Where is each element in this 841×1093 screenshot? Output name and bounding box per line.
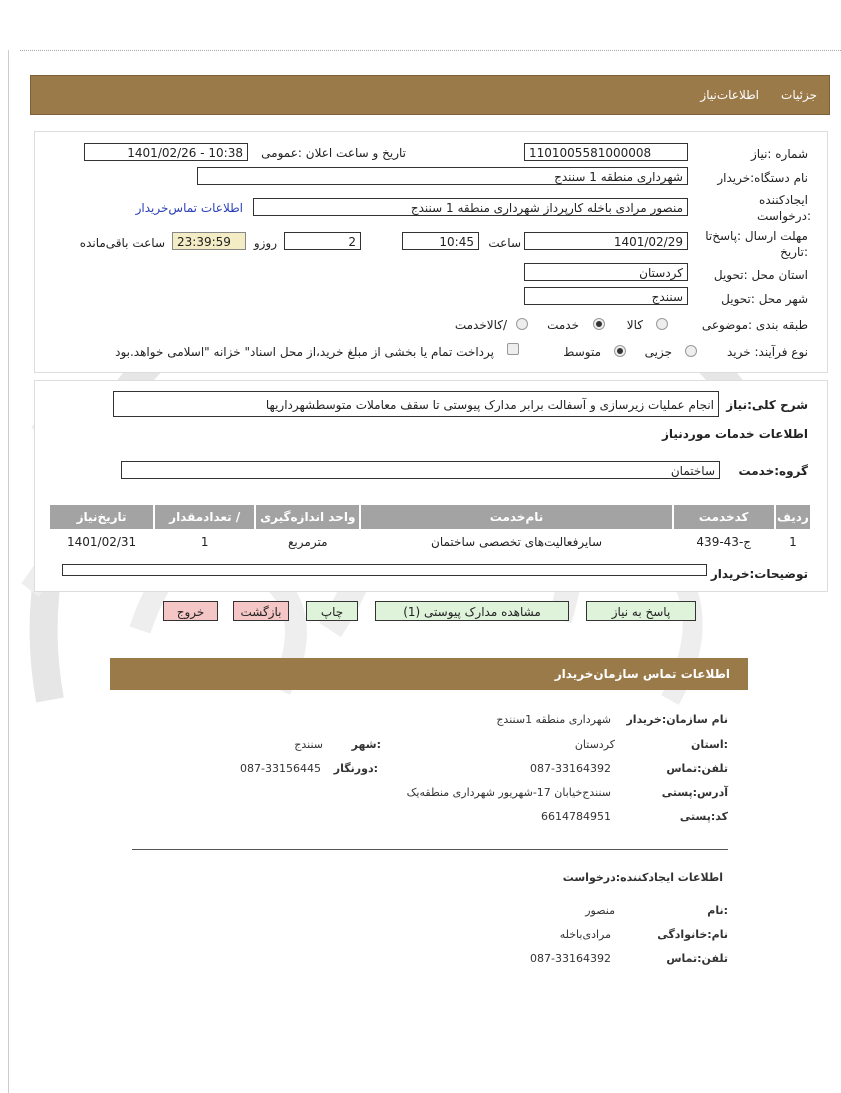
cell-qty: 1 <box>200 535 209 549</box>
cell-row: 1 <box>789 535 797 549</box>
deadline-time-field: 10:45 <box>402 232 479 250</box>
radio-goods-service[interactable] <box>516 318 528 330</box>
services-table <box>48 503 812 555</box>
summary-label: شرح کلی:نیاز <box>726 398 808 412</box>
tab-need-info[interactable]: اطلاعات‌نیاز <box>700 88 759 102</box>
org-contact-title: اطلاعات تماس سازمان‌خریدار <box>554 667 730 681</box>
col-unit: واحد اندازه‌گیری <box>256 505 359 529</box>
col-date: تاریخ‌نیاز <box>50 505 153 529</box>
announce-label: تاریخ و ساعت اعلان :عمومی <box>261 146 406 160</box>
back-button[interactable]: بازگشت <box>233 601 289 621</box>
cell-name: سایرفعالیت‌های تخصصی ساختمان <box>431 535 602 549</box>
view-docs-button[interactable]: مشاهده مدارک پیوستی (1) <box>375 601 569 621</box>
creator-phone-value: 087-33164392 <box>530 952 611 965</box>
group-field: ساختمان <box>121 461 720 479</box>
creator-phone-label: تلفن:تماس <box>666 952 728 965</box>
org-postal-label: کد:پستی <box>679 810 728 823</box>
org-city-value: سنندج <box>294 738 323 751</box>
creator-label-2: :درخواست <box>757 209 811 223</box>
org-name-label: نام سازمان:خریدار <box>626 713 728 726</box>
days-field: 2 <box>284 232 361 250</box>
notes-field <box>62 564 707 576</box>
cat-goods-label: کالا <box>626 318 643 332</box>
cat-goods-service-label: /کالاخدمت <box>454 318 507 332</box>
remaining-time-field: 23:39:59 <box>172 232 246 250</box>
org-postal-value: 6614784951 <box>541 810 611 823</box>
col-code: کدخدمت <box>674 505 774 529</box>
org-city-label: :شهر <box>351 738 381 751</box>
radio-medium[interactable] <box>614 345 626 357</box>
province-label: استان محل :تحویل <box>713 268 808 282</box>
org-phone-label: تلفن:تماس <box>666 762 728 775</box>
print-button[interactable]: چاپ <box>306 601 358 621</box>
notes-label: توضیحات:خریدار <box>710 567 808 581</box>
creator-name-value: منصور <box>585 904 615 917</box>
org-province-label: :استان <box>691 738 728 751</box>
services-title: اطلاعات خدمات موردنیاز <box>661 427 808 441</box>
radio-small[interactable] <box>685 345 697 357</box>
table-header-row <box>50 505 810 529</box>
org-address-value: سنندج‌خیابان 17-شهریور شهرداری منطقه‌یک <box>406 786 611 799</box>
buyer-contact-link[interactable]: اطلاعات تماس‌خریدار <box>135 201 243 215</box>
org-phone-value: 087-33164392 <box>530 762 611 775</box>
col-qty: / تعدادمقدار <box>155 505 254 529</box>
province-field: کردستان <box>524 263 688 281</box>
cell-date: 1401/02/31 <box>66 535 137 549</box>
left-divider <box>8 50 9 1093</box>
treasury-checkbox[interactable] <box>507 343 519 355</box>
org-contact-bar <box>110 658 748 690</box>
need-number-field: 1101005581000008 <box>524 143 688 161</box>
deadline-label-2: :تاریخ <box>780 245 808 259</box>
proc-medium-label: متوسط <box>563 345 601 359</box>
org-name-value: شهرداری منطقه 1سنندج <box>496 713 611 726</box>
col-row: ردیف <box>776 505 810 529</box>
org-fax-value: 087-33156445 <box>240 762 321 775</box>
deadline-time-label: ساعت <box>488 236 521 250</box>
cell-unit: مترمربع <box>288 535 328 549</box>
cat-service-label: خدمت <box>547 318 579 332</box>
process-label: نوع فرآیند: خرید <box>727 345 808 359</box>
proc-small-label: جزیی <box>644 345 672 359</box>
radio-goods[interactable] <box>656 318 668 330</box>
table-row <box>50 531 810 553</box>
header-bar <box>30 75 830 115</box>
reply-button[interactable]: پاسخ به نیاز <box>586 601 696 621</box>
section-divider <box>132 849 728 850</box>
category-label: طبقه بندی :موضوعی <box>701 318 808 332</box>
radio-service[interactable] <box>593 318 605 330</box>
remaining-label: ساعت باقی‌مانده <box>79 236 165 250</box>
deadline-label-1: مهلت ارسال :پاسخ‌تا <box>705 229 808 243</box>
deadline-date-field: 1401/02/29 <box>524 232 688 250</box>
org-fax-label: :دورنگار <box>333 762 378 775</box>
announce-field: 1401/02/26 - 10:38 <box>84 143 248 161</box>
buyer-label: نام دستگاه:خریدار <box>717 171 808 185</box>
buyer-field: شهرداری منطقه 1 سنندج <box>197 167 688 185</box>
group-label: گروه:خدمت <box>738 464 808 478</box>
creator-field: منصور مرادی باخله کارپرداز شهرداری منطقه 1 سنندج <box>253 198 688 216</box>
city-label: شهر محل :تحویل <box>721 292 808 306</box>
creator-name-label: :نام <box>707 904 728 917</box>
top-divider <box>20 50 841 51</box>
payment-text: پرداخت تمام یا بخشی از مبلغ خرید،از محل اسناد" خزانه "اسلامی خواهد.بود <box>115 345 494 359</box>
org-province-value: کردستان <box>574 738 615 751</box>
creator-title: اطلاعات ایجادکننده:درخواست <box>562 871 723 884</box>
creator-label-1: ایجادکننده <box>759 193 808 207</box>
summary-field: انجام عملیات زیرسازی و آسفالت برابر مدارک پیوستی تا سقف معاملات متوسطشهرداریها <box>113 391 719 417</box>
days-label: روزو <box>253 236 277 250</box>
exit-button[interactable]: خروج <box>163 601 218 621</box>
cell-code: ج-43-439 <box>696 535 752 549</box>
col-name: نام‌خدمت <box>361 505 671 529</box>
org-address-label: آدرس:پستی <box>661 786 728 799</box>
creator-family-label: نام:خانوادگی <box>657 928 728 941</box>
creator-family-value: مرادی‌باخله <box>559 928 611 941</box>
city-field: سنندج <box>524 287 688 305</box>
tab-details[interactable]: جزئیات <box>781 88 817 102</box>
need-number-label: شماره :نیاز <box>751 147 808 161</box>
